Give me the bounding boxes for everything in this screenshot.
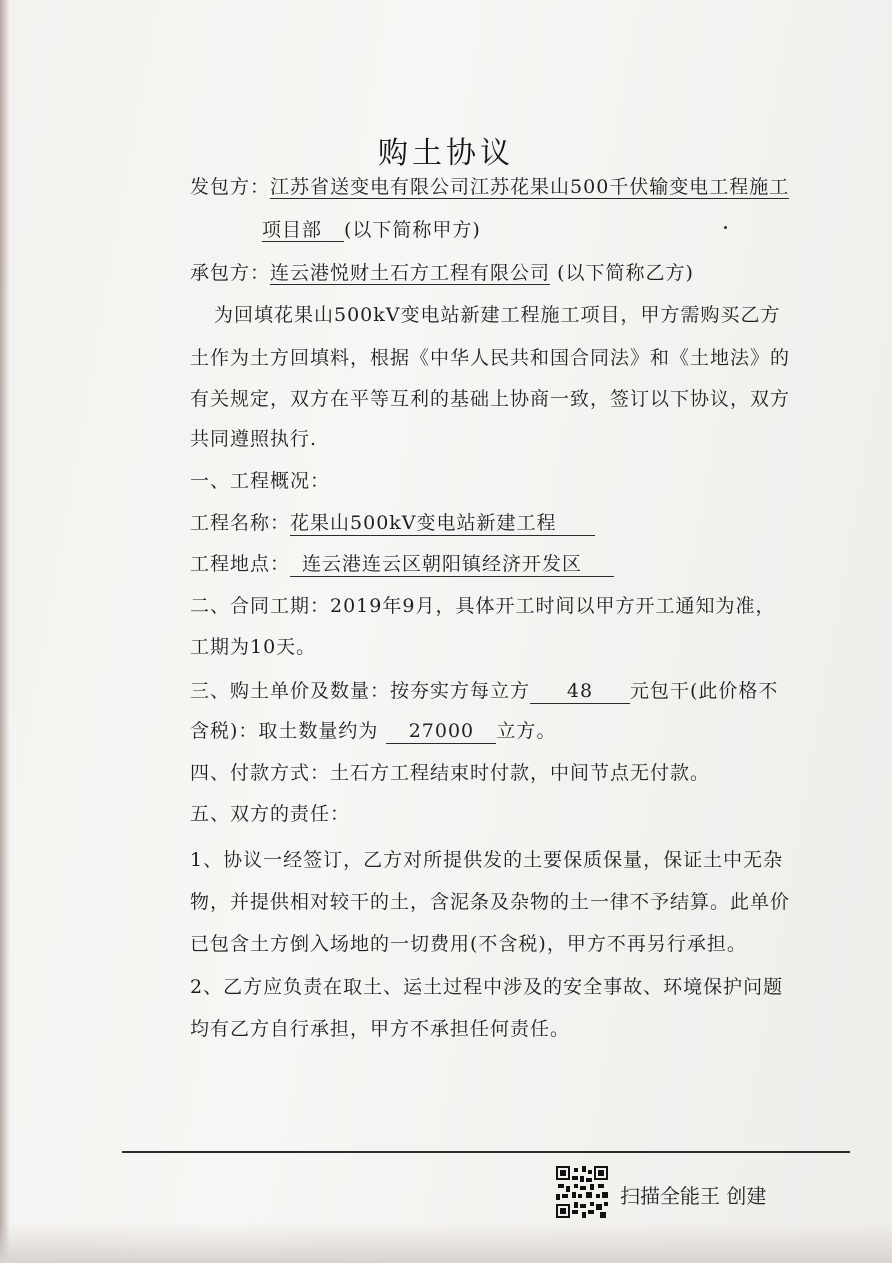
- footer-rule: [122, 1151, 850, 1153]
- price-suffix: 元包干(此价格不: [630, 680, 779, 702]
- party-a-name-line1: 江苏省送变电有限公司江苏花果山500千伏输变电工程施工: [270, 176, 790, 198]
- party-a-suffix: (以下简称甲方): [344, 219, 481, 241]
- section2-line1: 二、合同工期：2019年9月，具体开工时间以甲方开工通知为准，: [190, 595, 776, 617]
- project-location-line: [190, 549, 614, 577]
- item1-line1: 1、协议一经签订，乙方对所提供发的土要保质保量，保证土中无杂: [190, 849, 784, 871]
- section5-heading: 五、双方的责任：: [190, 803, 351, 825]
- party-a-line1: [190, 172, 789, 199]
- preamble-line-3: 有关规定，双方在平等互利的基础上协商一致，签订以下协议，双方: [190, 388, 791, 410]
- scanner-watermark: 扫描全能王 创建: [620, 1184, 767, 1208]
- party-b-line: [190, 258, 694, 285]
- quantity-label: 含税)：取土数量约为: [190, 720, 379, 742]
- party-a-name-line2: 项目部: [262, 219, 344, 242]
- project-location-label: 工程地点：: [190, 553, 291, 575]
- item2-line1: 2、乙方应负责在取土、运土过程中涉及的安全事故、环境保护问题: [190, 976, 784, 998]
- quantity-value: 27000: [386, 721, 496, 744]
- item2-line2: 均有乙方自行承担，甲方不承担任何责任。: [190, 1018, 571, 1040]
- speck: [724, 226, 727, 229]
- qr-code-icon: [556, 1166, 608, 1218]
- quantity-suffix: 立方。: [496, 720, 557, 742]
- party-b-name: 连云港悦财土石方工程有限公司: [270, 262, 551, 284]
- section4-line: 四、付款方式：土石方工程结束时付款，中间节点无付款。: [190, 762, 711, 784]
- party-a-line2: [262, 215, 481, 242]
- party-b-suffix: (以下简称乙方): [557, 262, 694, 284]
- section3-line1: [190, 676, 778, 704]
- party-a-label: 发包方：: [190, 176, 271, 198]
- party-b-label: 承包方：: [190, 262, 271, 284]
- section2-line2: 工期为10天。: [190, 636, 317, 658]
- section3-line2: [190, 716, 556, 744]
- item1-line2: 物，并提供相对较干的土，含泥条及杂物的土一律不予结算。此单价: [190, 891, 791, 913]
- project-location-value: 连云港连云区朝阳镇经济开发区: [290, 554, 614, 577]
- preamble-line-2: 土作为土方回填料，根据《中华人民共和国合同法》和《土地法》的: [190, 347, 791, 369]
- page-bottom-shadow: [0, 1223, 892, 1263]
- preamble-line-4: 共同遵照执行.: [190, 428, 318, 450]
- project-name-value: 花果山500kV变电站新建工程: [290, 513, 595, 536]
- item1-line3: 已包含土方倒入场地的一切费用(不含税)，甲方不再另行承担。: [190, 933, 747, 955]
- price-label: 三、购土单价及数量：按夯实方每立方: [190, 680, 531, 702]
- price-value: 48: [530, 681, 630, 704]
- section1-heading: 一、工程概况：: [190, 470, 331, 492]
- project-name-label: 工程名称：: [190, 512, 291, 534]
- document-title: 购土协议: [378, 136, 514, 171]
- project-name-line: [190, 508, 595, 536]
- page-edge-shadow: [0, 0, 10, 1263]
- preamble-line-1: 为回填花果山500kV变电站新建工程施工项目，甲方需购买乙方: [214, 304, 781, 326]
